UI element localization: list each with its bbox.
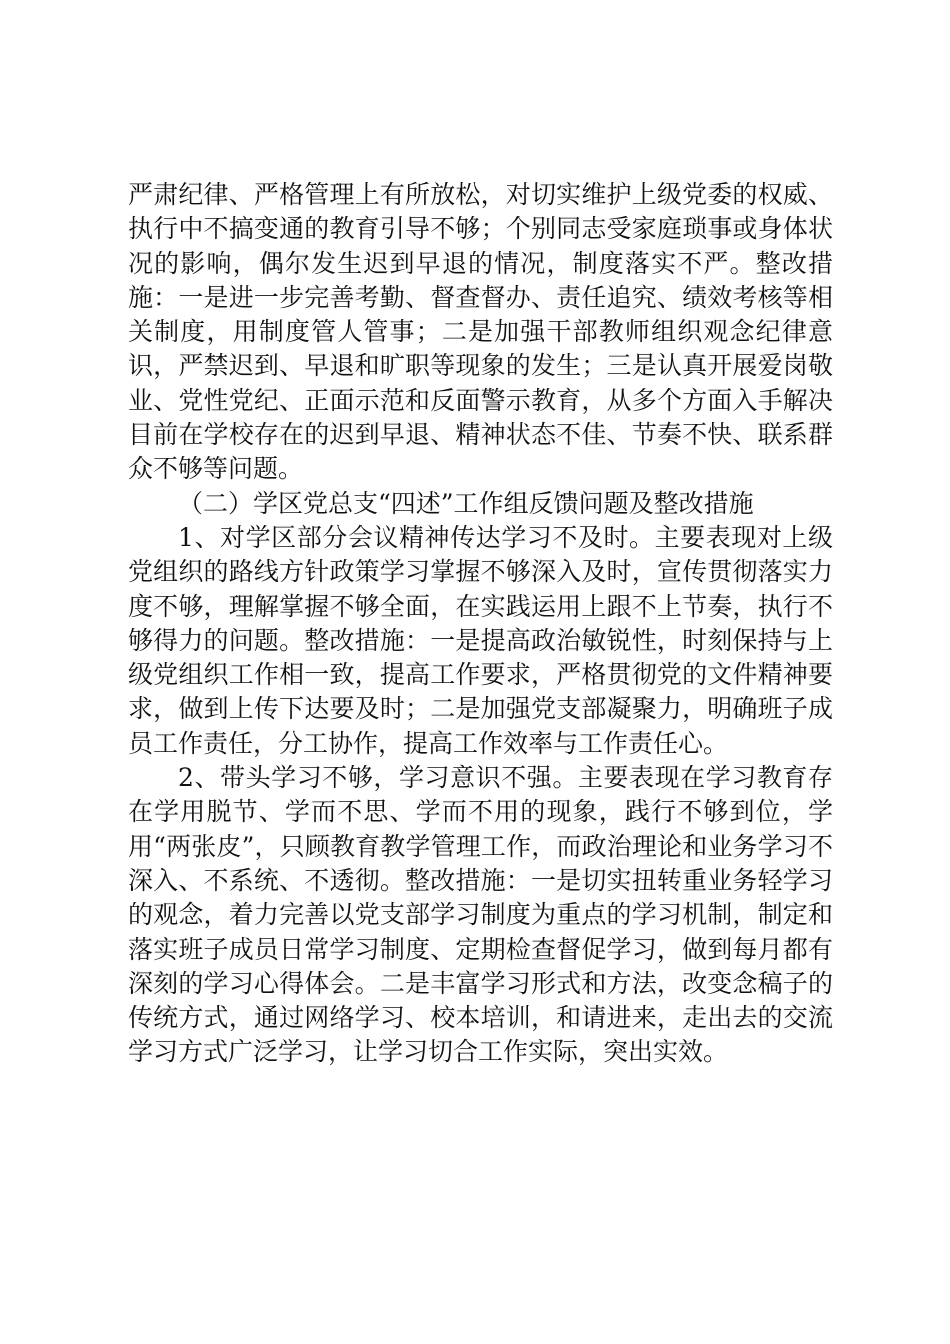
paragraph-item-2: 2、带头学习不够，学习意识不强。主要表现在学习教育存在学用脱节、学而不思、学而不用的现象，践行不够到位，学用“两张皮”，只顾教育教学管理工作，而政治理论和业务学习不深入、不系统、不透彻。整改措施：一是切实扭转重业务轻学习的观念，着力完善以党支部学习制度为重点的学习机制，制定和落实班子成员日常学习制度、定期检查督促学习，做到每月都有深刻的学习心得体会。二是丰富学习形式和方法，改变念稿子的传统方式，通过网络学习、校本培训，和请进来，走出去的交流学习方式广泛学习，让学习切合工作实际，突出实效。 <box>128 763 833 1067</box>
paragraph-item-1: 1、对学区部分会议精神传达学习不及时。主要表现对上级党组织的路线方针政策学习掌握不够深入及时，宣传贯彻落实力度不够，理解掌握不够全面，在实践运用上跟不上节奏，执行不够得力的问题。整改措施：一是提高政治敏锐性，时刻保持与上级党组织工作相一致，提高工作要求，严格贯彻党的文件精神要求，做到上传下达要及时；二是加强党支部凝聚力，明确班子成员工作责任，分工协作，提高工作效率与工作责任心。 <box>128 522 833 758</box>
paragraph-continuation: 严肃纪律、严格管理上有所放松，对切实维护上级党委的权威、执行中不搞变通的教育引导不够；个别同志受家庭琐事或身体状况的影响，偶尔发生迟到早退的情况，制度落实不严。整改措施：一是进一步完善考勤、督查督办、责任追究、绩效考核等相关制度，用制度管人管事；二是加强干部教师组织观念纪律意识，严禁迟到、早退和旷职等现象的发生；三是认真开展爱岗敬业、党性党纪、正面示范和反面警示教育，从多个方面入手解决目前在学校存在的迟到早退、精神状态不佳、节奏不快、联系群众不够等问题。 <box>128 180 833 484</box>
section-heading: （二）学区党总支“四述”工作组反馈问题及整改措施 <box>178 488 754 518</box>
document-body <box>128 178 833 1070</box>
